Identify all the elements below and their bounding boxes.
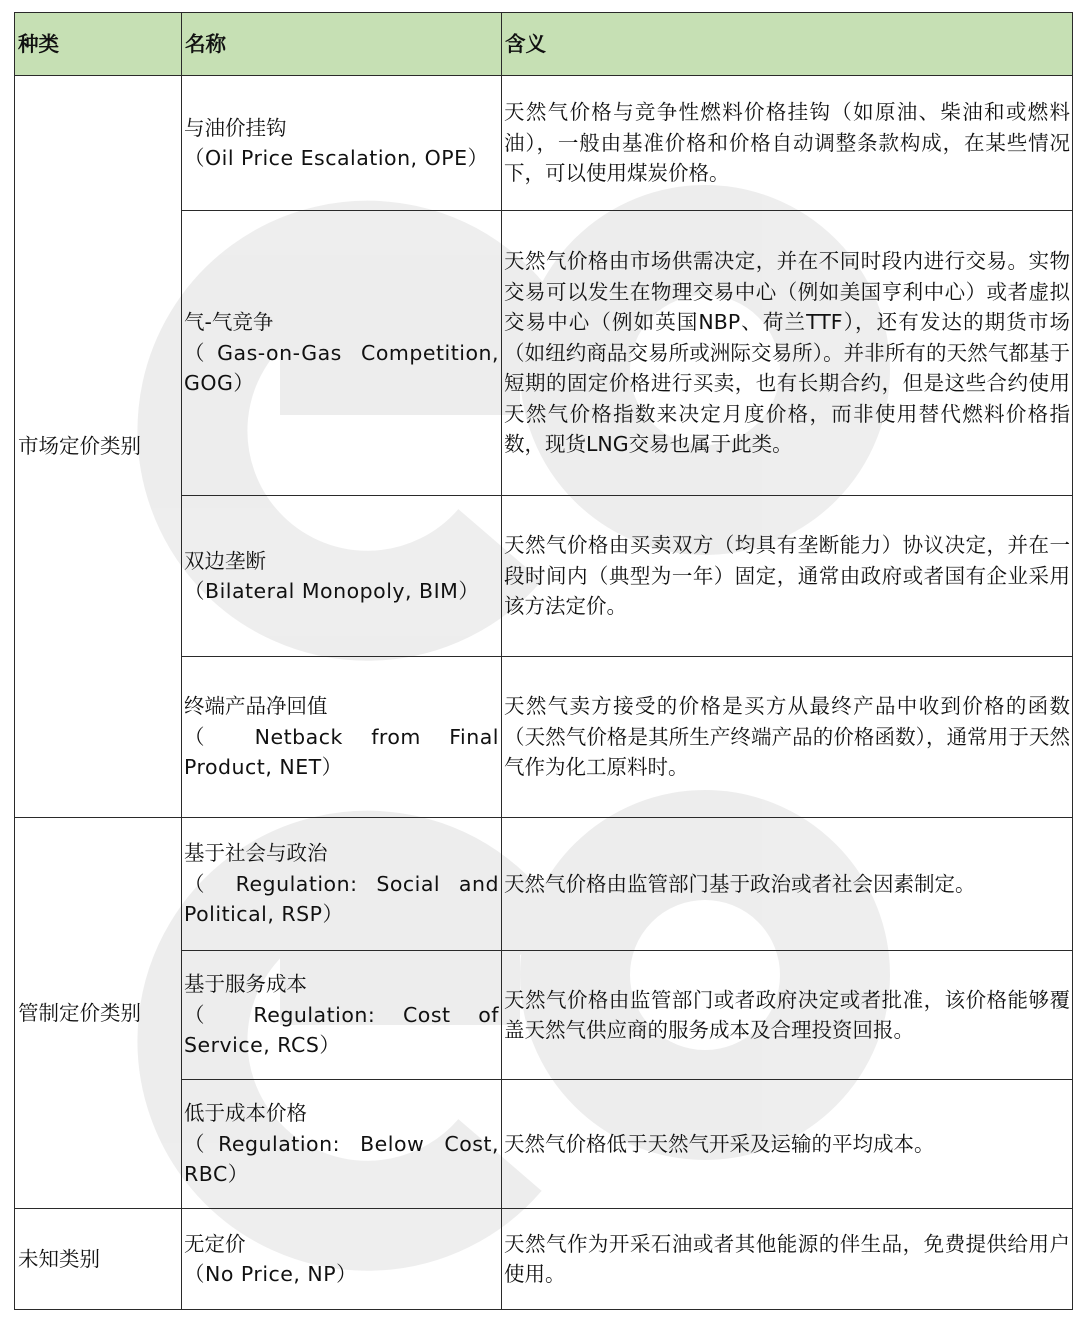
meaning-text: 天然气价格与竞争性燃料价格挂钩（如原油、柴油和或燃料油），一般由基准价格和价格自动调整条款构成，在某些情况下，可以使用煤炭价格。: [504, 100, 1070, 186]
name-cn: 气-气竞争: [184, 310, 274, 335]
header-name: 名称: [182, 13, 502, 76]
meaning-text: 天然气作为开采石油或者其他能源的伴生品，免费提供给用户使用。: [504, 1231, 1070, 1286]
name-cn: 基于服务成本: [184, 972, 307, 997]
meaning-cell: [502, 211, 1073, 496]
name-en: （Regulation: Below Cost, RBC）: [184, 1131, 499, 1187]
table-row: [15, 1209, 1073, 1310]
name-en: （No Price, NP）: [184, 1262, 358, 1286]
category-cell-unknown: 未知类别: [15, 1209, 182, 1310]
meaning-cell: [502, 1080, 1073, 1209]
header-meaning: 含义: [502, 13, 1073, 76]
name-cell: [182, 496, 502, 657]
name-cn: 双边垄断: [184, 548, 266, 573]
name-en: （ Netback from Final Product, NET）: [184, 724, 499, 780]
name-en: （Oil Price Escalation, OPE）: [184, 146, 489, 170]
name-cell: [182, 951, 502, 1080]
name-cell: [182, 76, 502, 211]
table-row: [15, 76, 1073, 211]
name-cn: 无定价: [184, 1231, 246, 1256]
meaning-text: 天然气卖方接受的价格是买方从最终产品中收到价格的函数（天然气价格是其所生产终端产品的价格函数），通常用于天然气作为化工原料时。: [504, 694, 1070, 780]
name-cell: [182, 1209, 502, 1310]
name-cell: [182, 657, 502, 818]
category-cell-market: 市场定价类别: [15, 76, 182, 818]
meaning-cell: [502, 818, 1073, 951]
meaning-cell: [502, 496, 1073, 657]
name-en: （ Regulation: Cost of Service, RCS）: [184, 1002, 499, 1058]
name-cell: [182, 818, 502, 951]
table-header-row: [15, 13, 1073, 76]
meaning-cell: [502, 657, 1073, 818]
header-category: 种类: [15, 13, 182, 76]
name-cn: 与油价挂钩: [184, 115, 287, 140]
name-cn: 基于社会与政治: [184, 841, 328, 866]
meaning-text: 天然气价格由买卖双方（均具有垄断能力）协议决定，并在一段时间内（典型为一年）固定，通常由政府或者国有企业采用该方法定价。: [504, 533, 1070, 619]
name-cn: 终端产品净回值: [184, 694, 328, 719]
name-cell: [182, 211, 502, 496]
name-en: （ Regulation: Social and Political, RSP）: [184, 871, 499, 927]
meaning-text: 天然气价格低于天然气开采及运输的平均成本。: [504, 1131, 935, 1156]
meaning-cell: [502, 1209, 1073, 1310]
name-cn: 低于成本价格: [184, 1101, 307, 1126]
meaning-cell: [502, 76, 1073, 211]
table-row: [15, 818, 1073, 951]
name-cell: [182, 1080, 502, 1209]
meaning-text: 天然气价格由市场供需决定，并在不同时段内进行交易。实物交易可以发生在物理交易中心（例如美国亨利中心）或者虚拟交易中心（例如英国NBP、荷兰TTF），还有发达的期货市场（如纽约商品交易所或洲际交易所）。并非所有的天然气都基于短期的固定价格进行买卖，也有长期合约，但是这些合约使用天然气价格指数来决定月度价格，而非使用替代燃料价格指数，现货LNG交易也属于此类。: [504, 249, 1070, 457]
meaning-cell: [502, 951, 1073, 1080]
gas-pricing-table: [14, 12, 1073, 1310]
name-en: （Bilateral Monopoly, BIM）: [184, 579, 480, 603]
meaning-text: 天然气价格由监管部门或者政府决定或者批准，该价格能够覆盖天然气供应商的服务成本及合理投资回报。: [504, 987, 1070, 1042]
meaning-text: 天然气价格由监管部门基于政治或者社会因素制定。: [504, 871, 976, 896]
category-cell-regulated: 管制定价类别: [15, 818, 182, 1209]
name-en: （Gas-on-Gas Competition, GOG）: [184, 340, 499, 396]
